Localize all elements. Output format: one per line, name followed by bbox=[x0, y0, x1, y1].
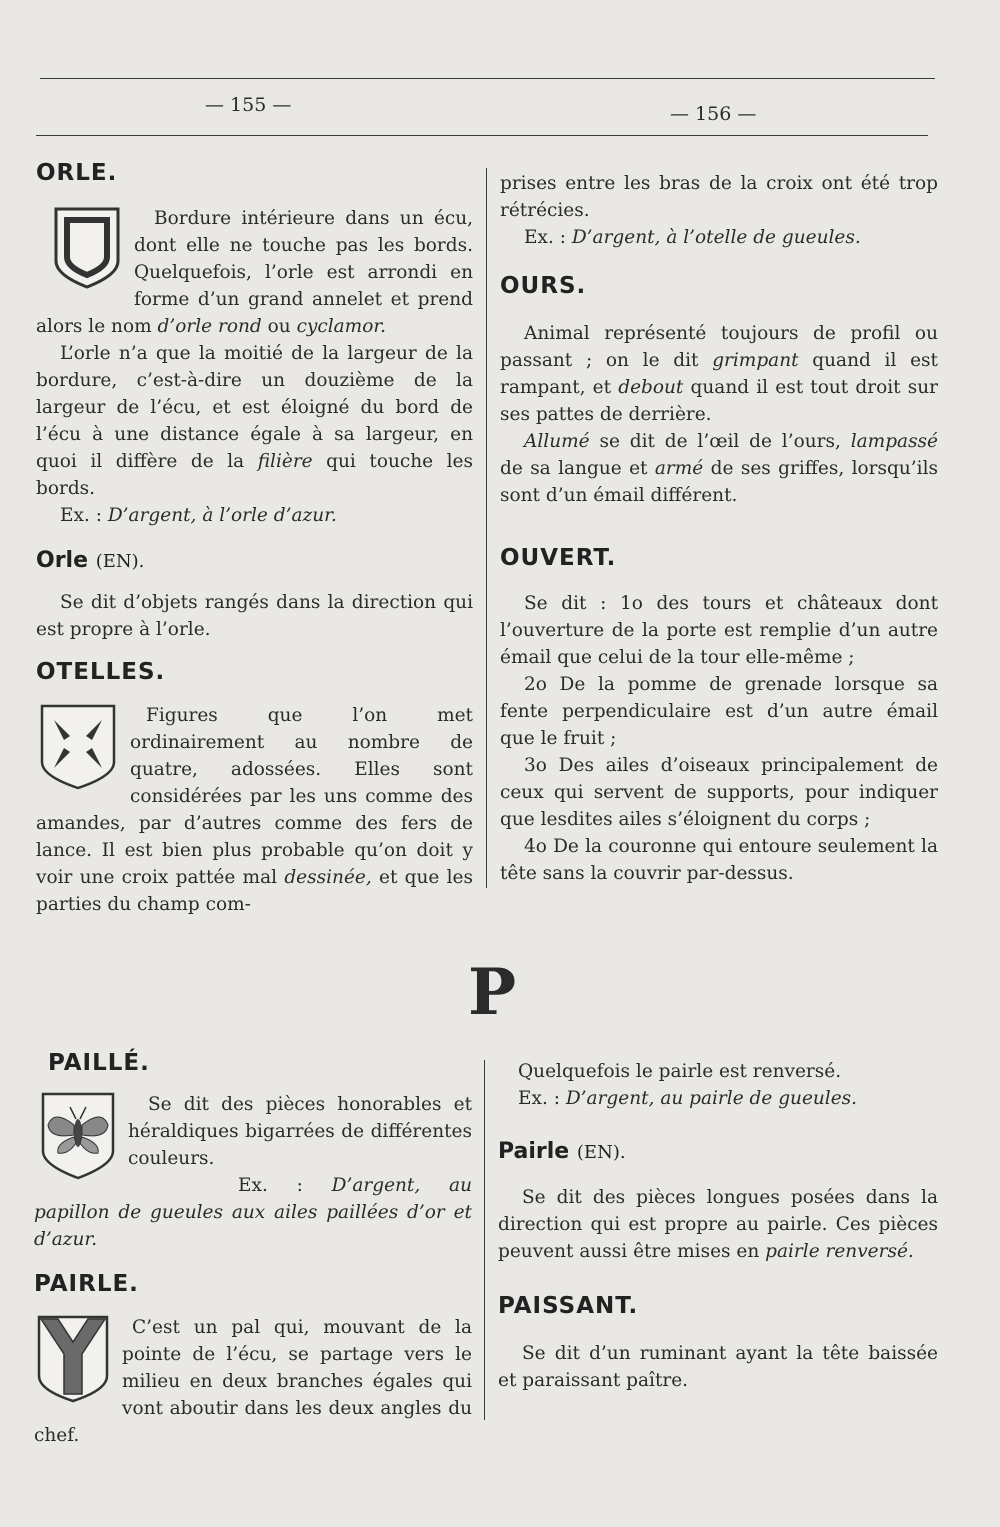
entry-title-paissant: PAISSANT. bbox=[498, 1293, 639, 1319]
orle-paragraph-2: L’orle n’a que la moitié de la largeur de la bordure, c’est-à-dire un douzième de la largeur de l’écu, et est éloigné du bord de l’écu à une distance égale à sa largeur, en quoi il diffère de la filière qui touche les bords. bbox=[36, 343, 473, 499]
paissant-paragraph: Se dit d’un ruminant ayant la tête baissée et paraissant paître. bbox=[498, 1343, 938, 1391]
paille-example: Ex. : D’argent, au papillon de gueules aux ailes paillées d’or et d’azur. bbox=[34, 1175, 472, 1250]
ouvert-item-2: 2o De la pomme de grenade lorsque sa fente perpendiculaire est d’un autre émail que le fruit ; bbox=[500, 674, 938, 749]
column-divider-top bbox=[486, 168, 487, 888]
entry-title-orle: ORLE. bbox=[36, 160, 118, 186]
pairle-continuation: Quelquefois le pairle est renversé. bbox=[518, 1061, 842, 1082]
pairle-en-paragraph: Se dit des pièces longues posées dans la direction qui est propre au pairle. Ces pièces peuvent aussi être mises en pairle renversé. bbox=[498, 1187, 938, 1262]
entry-title-orle-en: Orle (EN). bbox=[36, 548, 145, 573]
otelles-continuation: prises entre les bras de la croix ont été trop rétrécies. bbox=[500, 173, 938, 221]
left-column-bottom bbox=[34, 1050, 472, 1449]
otelles-shield-icon bbox=[38, 702, 118, 792]
column-divider-bottom bbox=[484, 1060, 485, 1420]
pairle-paragraph: C’est un pal qui, mouvant de la pointe de l’écu, se partage vers le milieu en deux branches égales qui vont aboutir dans les deux angles du chef. bbox=[34, 1317, 472, 1446]
page-number-right: — 156 — bbox=[670, 103, 757, 125]
header-bottom-rule bbox=[36, 135, 928, 136]
entry-title-pairle-en: Pairle (EN). bbox=[498, 1139, 626, 1164]
entry-title-ouvert: OUVERT. bbox=[500, 545, 617, 571]
ouvert-item-1: Se dit : 1o des tours et châteaux dont l’ouverture de la porte est remplie d’un autre émail que celui de la tour elle-même ; bbox=[500, 593, 938, 668]
left-column-top bbox=[36, 160, 473, 918]
pairle-shield-icon bbox=[36, 1314, 110, 1404]
ouvert-item-3: 3o Des ailes d’oiseaux principalement de ceux qui servent de supports, pour indiquer que lesdites ailes s’éloignent du corps ; bbox=[500, 755, 938, 830]
otelles-example: Ex. : D’argent, à l’otelle de gueules. bbox=[524, 227, 861, 248]
section-letter: P bbox=[468, 955, 517, 1030]
orle-paragraph-1: Bordure intérieure dans un écu, dont elle ne touche pas les bords. Quelquefois, l’orle est arrondi en forme d’un grand annelet et prend alors le nom d’orle rond ou cyclamor. bbox=[36, 208, 473, 337]
entry-title-paille: PAILLÉ. bbox=[48, 1050, 150, 1076]
page-number-left: — 155 — bbox=[205, 94, 292, 116]
orle-example: Ex. : D’argent, à l’orle d’azur. bbox=[60, 505, 337, 526]
ours-paragraph-1: Animal représenté toujours de profil ou passant ; on le dit grimpant quand il est rampant, et debout quand il est tout droit sur ses pattes de derrière. bbox=[500, 323, 938, 425]
orle-en-paragraph: Se dit d’objets rangés dans la direction qui est propre à l’orle. bbox=[36, 592, 473, 640]
paille-butterfly-shield-icon bbox=[40, 1091, 116, 1181]
orle-shield-icon bbox=[52, 205, 122, 291]
entry-title-ours: OURS. bbox=[500, 273, 587, 299]
header-top-rule bbox=[40, 78, 935, 79]
paille-paragraph: Se dit des pièces honorables et héraldiques bigarrées de différentes couleurs. bbox=[128, 1094, 472, 1169]
right-column-top bbox=[500, 170, 938, 887]
pairle-example: Ex. : D’argent, au pairle de gueules. bbox=[518, 1088, 858, 1109]
ours-paragraph-2: Allumé se dit de l’œil de l’ours, lampassé de sa langue et armé de ses griffes, lorsqu’ils sont d’un émail différent. bbox=[500, 431, 938, 506]
otelles-paragraph: Figures que l’on met ordinairement au nombre de quatre, adossées. Elles sont considérées par les uns comme des amandes, par d’autres comme des fers de lance. Il est bien plus probable qu’on doit y voir une croix pattée mal dessinée, et que les parties du champ com- bbox=[36, 705, 473, 915]
ouvert-item-4: 4o De la couronne qui entoure seulement la tête sans la couvrir par-dessus. bbox=[500, 836, 938, 884]
right-column-bottom bbox=[498, 1058, 938, 1394]
entry-title-otelles: OTELLES. bbox=[36, 659, 166, 685]
entry-title-pairle: PAIRLE. bbox=[34, 1271, 139, 1297]
